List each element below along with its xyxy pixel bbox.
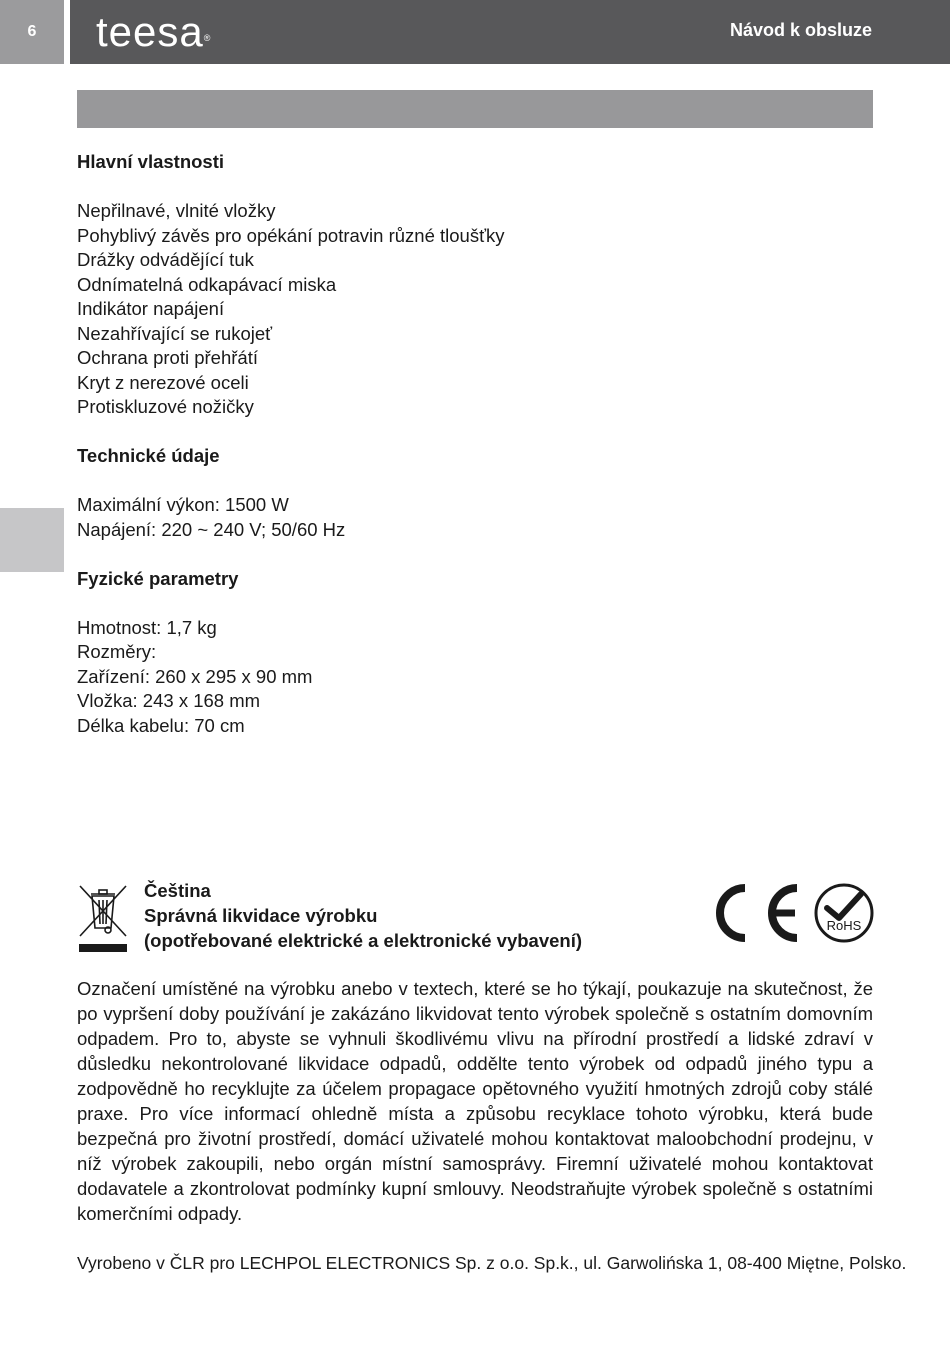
page-number: 6 bbox=[0, 0, 64, 64]
section-banner bbox=[77, 90, 873, 128]
header-bar bbox=[70, 0, 950, 64]
crossed-bin-icon bbox=[77, 882, 129, 952]
disposal-headings bbox=[144, 878, 582, 953]
list-item: Délka kabelu: 70 cm bbox=[77, 714, 245, 736]
list-item: Kryt z nerezové oceli bbox=[77, 371, 249, 393]
list-item: Odnímatelná odkapávací miska bbox=[77, 273, 337, 295]
main-content bbox=[77, 150, 873, 738]
list-item: Napájení: 220 ~ 240 V; 50/60 Hz bbox=[77, 518, 346, 540]
physical-list bbox=[77, 616, 873, 739]
list-item: Indikátor napájení bbox=[77, 298, 225, 319]
language-label: Čeština bbox=[144, 880, 211, 901]
features-list bbox=[77, 199, 873, 420]
physical-heading: Fyzické parametry bbox=[77, 567, 239, 589]
list-item: Maximální výkon: 1500 W bbox=[77, 494, 289, 515]
list-item: Nepřilnavé, vlnité vložky bbox=[77, 200, 276, 221]
features-heading: Hlavní vlastnosti bbox=[77, 151, 225, 172]
ce-mark-icon bbox=[713, 882, 801, 944]
list-item: Pohyblivý závěs pro opékání potravin různé tloušťky bbox=[77, 224, 505, 246]
list-item: Drážky odvádějící tuk bbox=[77, 249, 254, 270]
list-item: Ochrana proti přehřátí bbox=[77, 347, 258, 368]
disposal-title: Správná likvidace výrobku bbox=[144, 905, 378, 926]
list-item: Rozměry: bbox=[77, 641, 157, 662]
logo-text: teesa bbox=[96, 8, 204, 55]
manufacturer-line: Vyrobeno v ČLR pro LECHPOL ELECTRONICS Sp. z o.o. Sp.k., ul. Garwolińska 1, 08-400 Miętne, Polsko. bbox=[77, 1253, 907, 1273]
rohs-label: RoHS bbox=[826, 918, 862, 933]
list-item: Zařízení: 260 x 295 x 90 mm bbox=[77, 665, 313, 687]
brand-logo bbox=[96, 8, 211, 56]
specs-list bbox=[77, 493, 873, 542]
list-item: Protiskluzové nožičky bbox=[77, 396, 254, 417]
disposal-subtitle: (opotřebované elektrické a elektronické vybavení) bbox=[144, 930, 583, 951]
list-item: Vložka: 243 x 168 mm bbox=[77, 690, 261, 711]
rohs-icon bbox=[813, 882, 875, 944]
list-item: Nezahřívající se rukojeť bbox=[77, 322, 273, 344]
manual-title: Návod k obsluze bbox=[729, 20, 872, 40]
list-item: Hmotnost: 1,7 kg bbox=[77, 616, 217, 638]
specs-heading: Technické údaje bbox=[77, 445, 220, 466]
disposal-paragraph: Označení umístěné na výrobku anebo v textech, které se ho týkají, poukazuje na skutečnost, že po vypršení doby používání je zakázáno likvidovat tento výrobek společně s ostatním domovním odpadem. Pro to, abyste se vyhnuli škodlivému vlivu na přírodní prostředí a lidské zdraví v důsledku nekontrolované likvidace odpadů, oddělte tento výrobek od odpadů jiného typu a zodpovědně ho recyklujte za účelem propagace opětovného využití hmotných zdrojů coby stálé praxe. Pro více informací ohledně místa a způsobu recyklace tohoto výrobku, která bude bezpečná pro životní prostředí, domácí uživatelé mohou kontaktovat maloobchodní prodejnu, v níž výrobek zakoupili, nebo orgán místní samosprávy. Firemní uživatelé mohou kontaktovat dodavatele a zkontrolovat podmínky kupní smlouvy. Neodstraňujte výrobek společně s ostatními komerčními odpady. bbox=[77, 978, 873, 1224]
registered-mark-icon: ® bbox=[203, 33, 212, 43]
side-tab bbox=[0, 508, 64, 572]
